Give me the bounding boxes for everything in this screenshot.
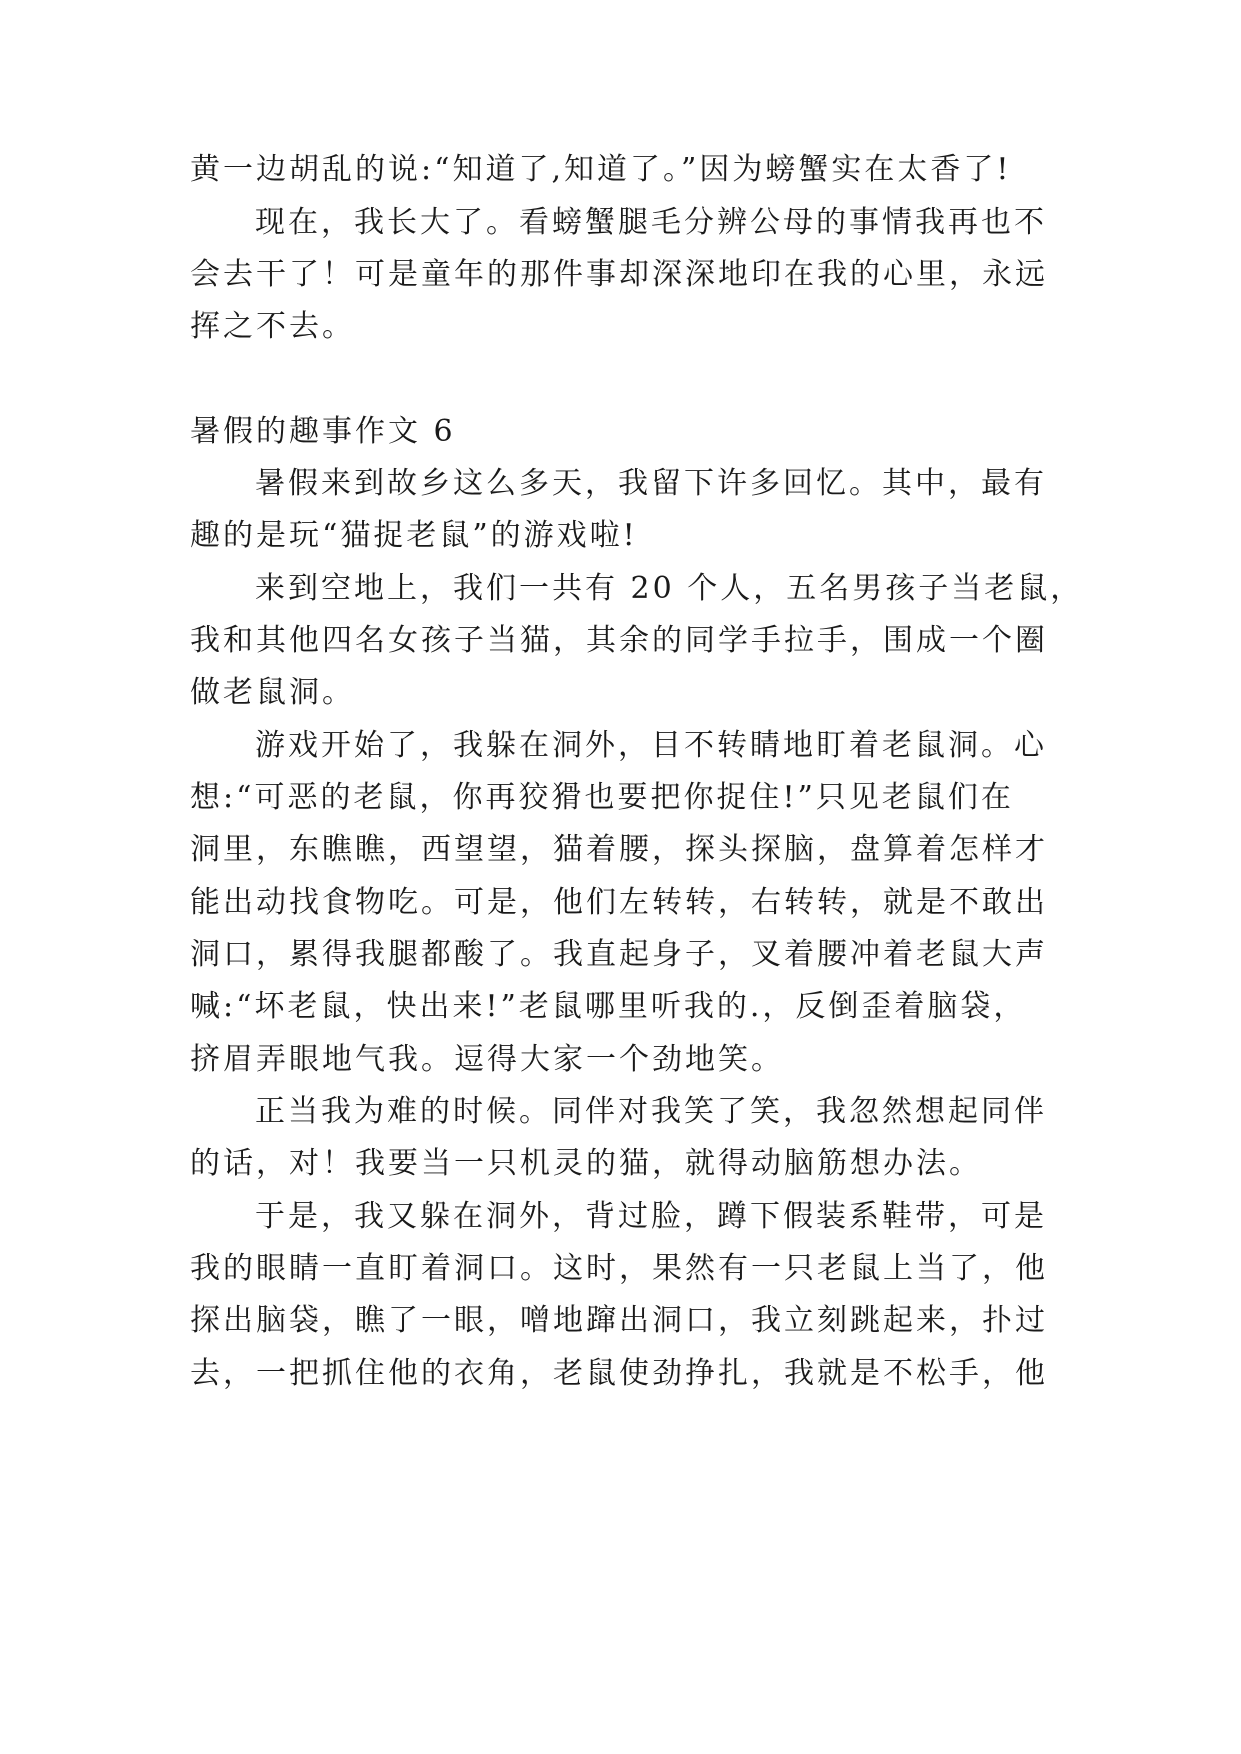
text-line: 挥之不去。 — [190, 309, 355, 344]
text-line: 黄一边胡乱的说:“知道了,知道了。”因为螃蟹实在太香了! — [190, 152, 1012, 187]
text-line: 的话，对！我要当一只机灵的猫，就得动脑筋想办法。 — [190, 1146, 982, 1181]
paragraph-first-line: 正当我为难的时候。同伴对我笑了笑，我忽然想起同伴 — [255, 1094, 1047, 1129]
text-line: 我的眼睛一直盯着洞口。这时，果然有一只老鼠上当了，他 — [190, 1251, 1048, 1286]
paragraph-first-line: 于是，我又躲在洞外，背过脸，蹲下假装系鞋带，可是 — [255, 1199, 1047, 1234]
paragraph-first-line: 暑假来到故乡这么多天，我留下许多回忆。其中，最有 — [255, 466, 1047, 501]
text-line: 洞口，累得我腿都酸了。我直起身子，叉着腰冲着老鼠大声 — [190, 937, 1048, 972]
text-line: 探出脑袋，瞧了一眼，噌地蹿出洞口，我立刻跳起来，扑过 — [190, 1303, 1048, 1338]
section-title: 暑假的趣事作文 6 — [190, 414, 456, 449]
text-line: 喊:“坏老鼠，快出来!”老鼠哪里听我的.，反倒歪着脑袋， — [190, 989, 1027, 1024]
paragraph-first-line: 来到空地上，我们一共有 20 个人，五名男孩子当老鼠， — [255, 571, 1084, 606]
text-line: 挤眉弄眼地气我。逗得大家一个劲地笑。 — [190, 1042, 784, 1077]
text-line: 做老鼠洞。 — [190, 675, 355, 710]
text-line: 洞里，东瞧瞧，西望望，猫着腰，探头探脑，盘算着怎样才 — [190, 832, 1048, 867]
text-line: 我和其他四名女孩子当猫，其余的同学手拉手，围成一个圈 — [190, 623, 1048, 658]
text-line: 想:“可恶的老鼠，你再狡猾也要把你捉住!”只见老鼠们在 — [190, 780, 1014, 815]
text-line: 能出动找食物吃。可是，他们左转转，右转转，就是不敢出 — [190, 885, 1048, 920]
text-line: 会去干了！可是童年的那件事却深深地印在我的心里，永远 — [190, 257, 1048, 292]
text-line: 去，一把抓住他的衣角，老鼠使劲挣扎，我就是不松手，他 — [190, 1356, 1048, 1391]
paragraph-first-line: 现在，我长大了。看螃蟹腿毛分辨公母的事情我再也不 — [255, 205, 1047, 240]
paragraph-first-line: 游戏开始了，我躲在洞外，目不转睛地盯着老鼠洞。心 — [255, 728, 1047, 763]
text-line: 趣的是玩“猫捉老鼠”的游戏啦! — [190, 518, 638, 553]
